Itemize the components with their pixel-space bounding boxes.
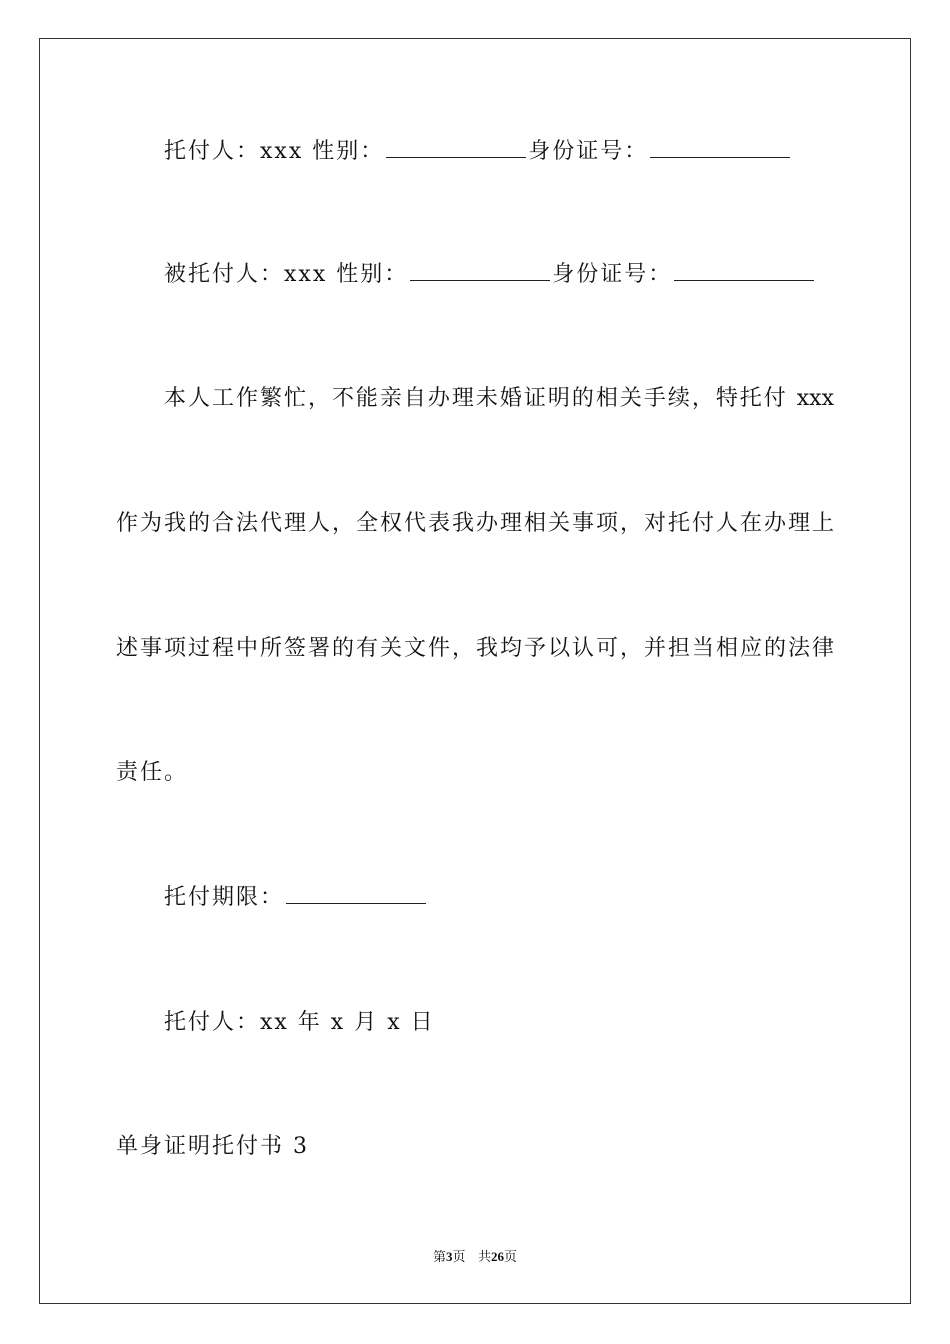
footer-total-pages: 26 (490, 1249, 504, 1264)
entruster-gender-blank (386, 139, 526, 158)
footer-prefix: 第 (433, 1250, 447, 1265)
entruster-id-blank (650, 139, 790, 158)
footer-page-unit: 页 (452, 1250, 466, 1265)
page-footer (0, 1246, 950, 1265)
term-label: 托付期限： (164, 885, 285, 910)
paragraph-line-4: 责任。 (116, 760, 189, 785)
signature-date: 托付人：xx 年 x 月 x 日 (164, 1010, 435, 1035)
paragraph-line-1: 本人工作繁忙，不能亲自办理未婚证明的相关手续，特托付 xxx (164, 386, 834, 411)
trustee-label: 被托付人：xxx 性别： (164, 262, 409, 287)
footer-total-unit: 页 (503, 1250, 517, 1265)
entruster-id-label: 身份证号： (528, 139, 649, 164)
trustee-id-label: 身份证号： (552, 262, 673, 287)
paragraph-line-3: 述事项过程中所签署的有关文件，我均予以认可，并担当相应的法律 (116, 636, 834, 661)
page-border (39, 38, 911, 1304)
trustee-line (164, 260, 816, 290)
term-line (164, 883, 428, 913)
entruster-line (164, 137, 792, 167)
footer-total-prefix: 共 (477, 1250, 491, 1265)
section-title: 单身证明托付书 3 (116, 1134, 309, 1159)
paragraph-line-2: 作为我的合法代理人，全权代表我办理相关事项，对托付人在办理上 (116, 511, 834, 536)
entruster-label: 托付人：xxx 性别： (164, 139, 385, 164)
footer-page-number: 3 (446, 1249, 453, 1264)
trustee-gender-blank (410, 262, 550, 281)
term-blank (286, 885, 426, 904)
trustee-id-blank (674, 262, 814, 281)
